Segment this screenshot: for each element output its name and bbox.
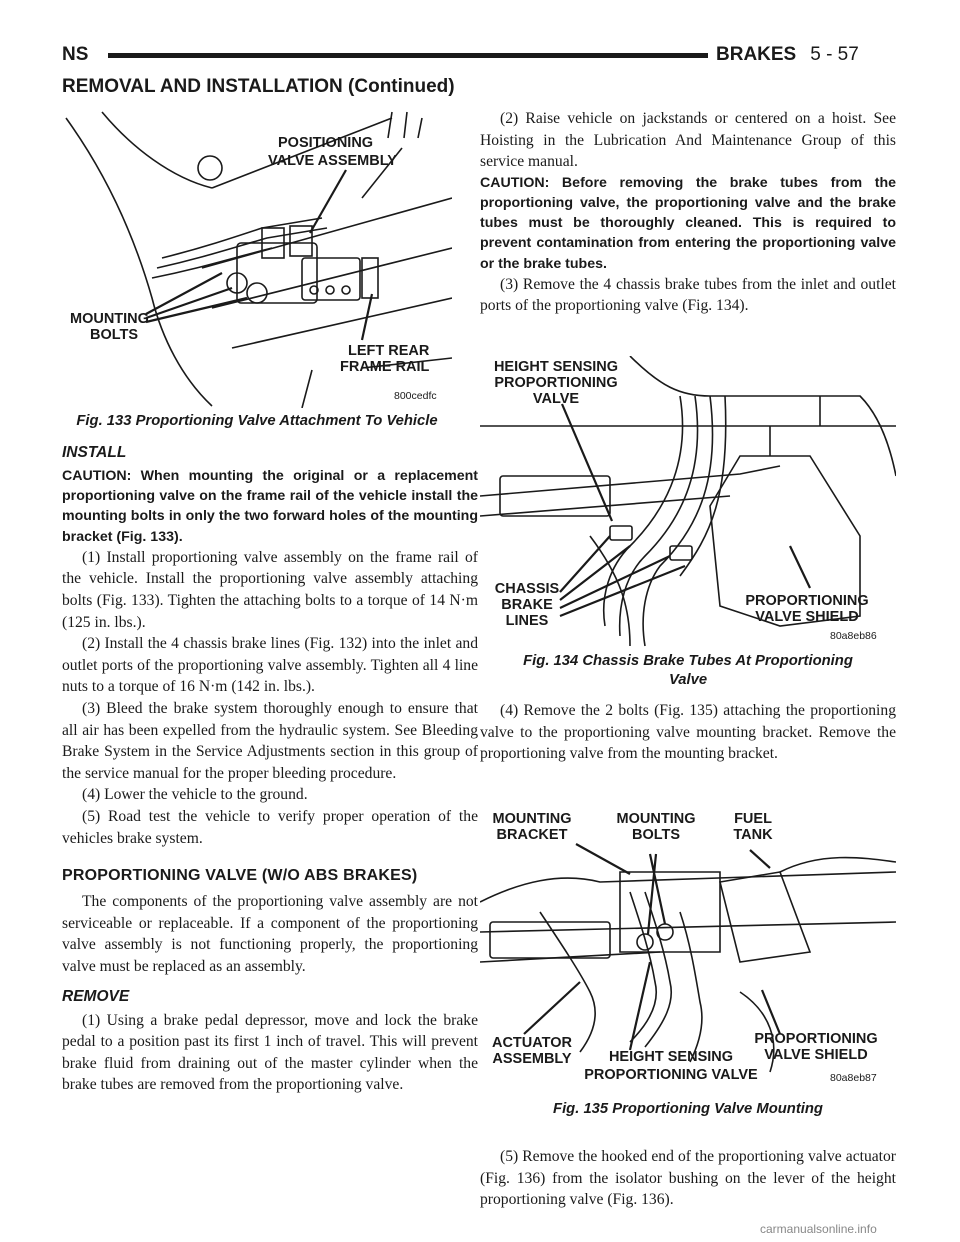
header-rule [108, 53, 708, 58]
install-heading: INSTALL [62, 444, 127, 461]
fig135-label-fuel: FUEL [734, 812, 772, 827]
fig134-label-brake: BRAKE [501, 597, 553, 613]
fig135-label-bracket: BRACKET [496, 827, 568, 843]
left-column [62, 438, 478, 1096]
remove-step-3: (3) Remove the 4 chassis brake tubes from the inlet and outlet ports of the proportioning valve (Fig. 134). [480, 275, 896, 315]
fig133-label-left-rear: LEFT REAR [348, 343, 430, 359]
fig133-label-valve-assembly: VALVE ASSEMBLY [268, 153, 397, 169]
right-column-middle [480, 700, 896, 765]
remove-step-4: (4) Remove the 2 bolts (Fig. 135) attaching the proportioning valve to the proportioning valve mounting bracket. Remove the proportioning valve from the mounting bracket. [480, 702, 896, 763]
install-step-1: (1) Install proportioning valve assembly on the frame rail of the vehicle. Install the proportioning valve assembly attaching bolts (Fig. 133). Tighten the attaching bolts to a torque of 14 N·m (125 in. lbs.). [62, 548, 478, 631]
section-paragraph: The components of the proportioning valve assembly are not serviceable or replaceable. If a component of the proportioning valve assembly is not functioning properly, the proportioning valve must be replaced as an assembly. [62, 893, 478, 975]
watermark: carmanualsonline.info [760, 1222, 877, 1236]
fig135-label-assembly: ASSEMBLY [492, 1051, 572, 1067]
figure-135 [480, 812, 896, 1119]
install-caution: CAUTION: When mounting the original or a replacement proportioning valve on the frame rail of the vehicle install the mounting bolts in only the two forward holes of the mounting bracket (Fig. 133). [62, 468, 478, 545]
fig133-label-frame-rail: FRAME RAIL [340, 359, 430, 375]
continued-heading: REMOVAL AND INSTALLATION (Continued) [62, 76, 455, 97]
fig135-label-height-sensing: HEIGHT SENSING [608, 1049, 734, 1065]
header-page-number: 5 - 57 [810, 44, 859, 65]
fig135-footer [480, 1067, 896, 1094]
fig135-label-tank: TANK [733, 827, 773, 843]
fig134-label-proportioning-2: PROPORTIONING [745, 593, 869, 609]
fig135-code: 80a8eb87 [830, 1072, 877, 1084]
fig134-label-height-sensing: HEIGHT SENSING [493, 359, 619, 375]
right-column-top [480, 108, 896, 317]
header-section-name: BRAKES [716, 44, 797, 65]
fig134-label-valve-shield: VALVE SHIELD [755, 609, 859, 625]
figure-135-illustration [480, 812, 896, 1074]
section-heading: PROPORTIONING VALVE (W/O ABS BRAKES) [62, 867, 418, 885]
install-step-5: (5) Road test the vehicle to verify proper operation of the vehicles brake system. [62, 807, 478, 847]
install-step-2: (2) Install the 4 chassis brake lines (Fig. 132) into the inlet and outlet ports of the proportioning valve assembly. Tighten all 4 line nuts to a torque of 16 N·m (142 in. lbs.). [62, 635, 478, 696]
fig133-label-bolts: BOLTS [90, 327, 139, 343]
figure-134 [480, 356, 896, 690]
right-column-bottom [480, 1146, 896, 1211]
fig133-label-positioning: POSITIONING [278, 135, 374, 151]
figure-133-illustration [62, 108, 452, 408]
fig135-label-valve-shield: VALVE SHIELD [764, 1047, 868, 1063]
fig135-label-bolts: BOLTS [631, 827, 681, 843]
fig135-label-proportioning: PROPORTIONING [754, 1031, 878, 1047]
fig135-label-mounting-2: MOUNTING [616, 812, 696, 827]
fig133-label-mounting: MOUNTING [70, 311, 149, 327]
fig134-code: 80a8eb86 [830, 630, 877, 642]
figure-134-illustration [480, 356, 896, 648]
fig134-label-chassis: CHASSIS [494, 581, 560, 597]
fig133-caption: Fig. 133 Proportioning Valve Attachment To Vehicle [76, 413, 438, 429]
remove-caution: CAUTION: Before removing the brake tubes from the proportioning valve, the proportioning valve and the brake tubes must be thoroughly cleaned. This is required to prevent contamination from entering the proportioning valve or the brake tubes. [480, 174, 896, 272]
install-step-4: (4) Lower the vehicle to the ground. [82, 786, 308, 804]
figure-133 [62, 108, 452, 431]
header-model: NS [62, 44, 89, 65]
fig134-caption-line2: Valve [668, 672, 708, 688]
fig134-label-lines: LINES [505, 613, 549, 629]
fig135-label-proportioning-valve: PROPORTIONING VALVE [584, 1067, 758, 1083]
fig135-caption: Fig. 135 Proportioning Valve Mounting [553, 1101, 823, 1117]
install-step-3: (3) Bleed the brake system thoroughly enough to ensure that all air has been expelled from the hydraulic system. See Bleeding Brake System in the Service Adjustments section in this group of the service manual for the proper bleeding procedure. [62, 699, 478, 782]
fig135-label-actuator: ACTUATOR [491, 1035, 572, 1051]
remove-step-2: (2) Raise vehicle on jackstands or centered on a hoist. See Hoisting in the Lubrication And Maintenance Group of this service manual. [480, 110, 896, 171]
fig135-label-mounting: MOUNTING [492, 812, 572, 827]
remove-step-5: (5) Remove the hooked end of the proportioning valve actuator (Fig. 136) from the isolator bushing on the lever of the height proportioning valve (Fig. 136). [480, 1148, 896, 1209]
remove-heading: REMOVE [62, 987, 130, 1005]
fig134-label-valve: VALVE [532, 391, 580, 407]
fig134-label-proportioning: PROPORTIONING [494, 375, 618, 391]
fig133-code: 800cedfc [394, 390, 437, 402]
remove-step-1: (1) Using a brake pedal depressor, move and lock the brake pedal to a position past its first 1 inch of travel. This will prevent brake fluid from draining out of the master cylinder when the brake tubes are removed from the proportioning valve. [62, 1011, 478, 1094]
header-section [716, 44, 859, 66]
fig134-caption-line1: Fig. 134 Chassis Brake Tubes At Proportioning [523, 653, 853, 669]
fig134-caption [480, 652, 896, 690]
